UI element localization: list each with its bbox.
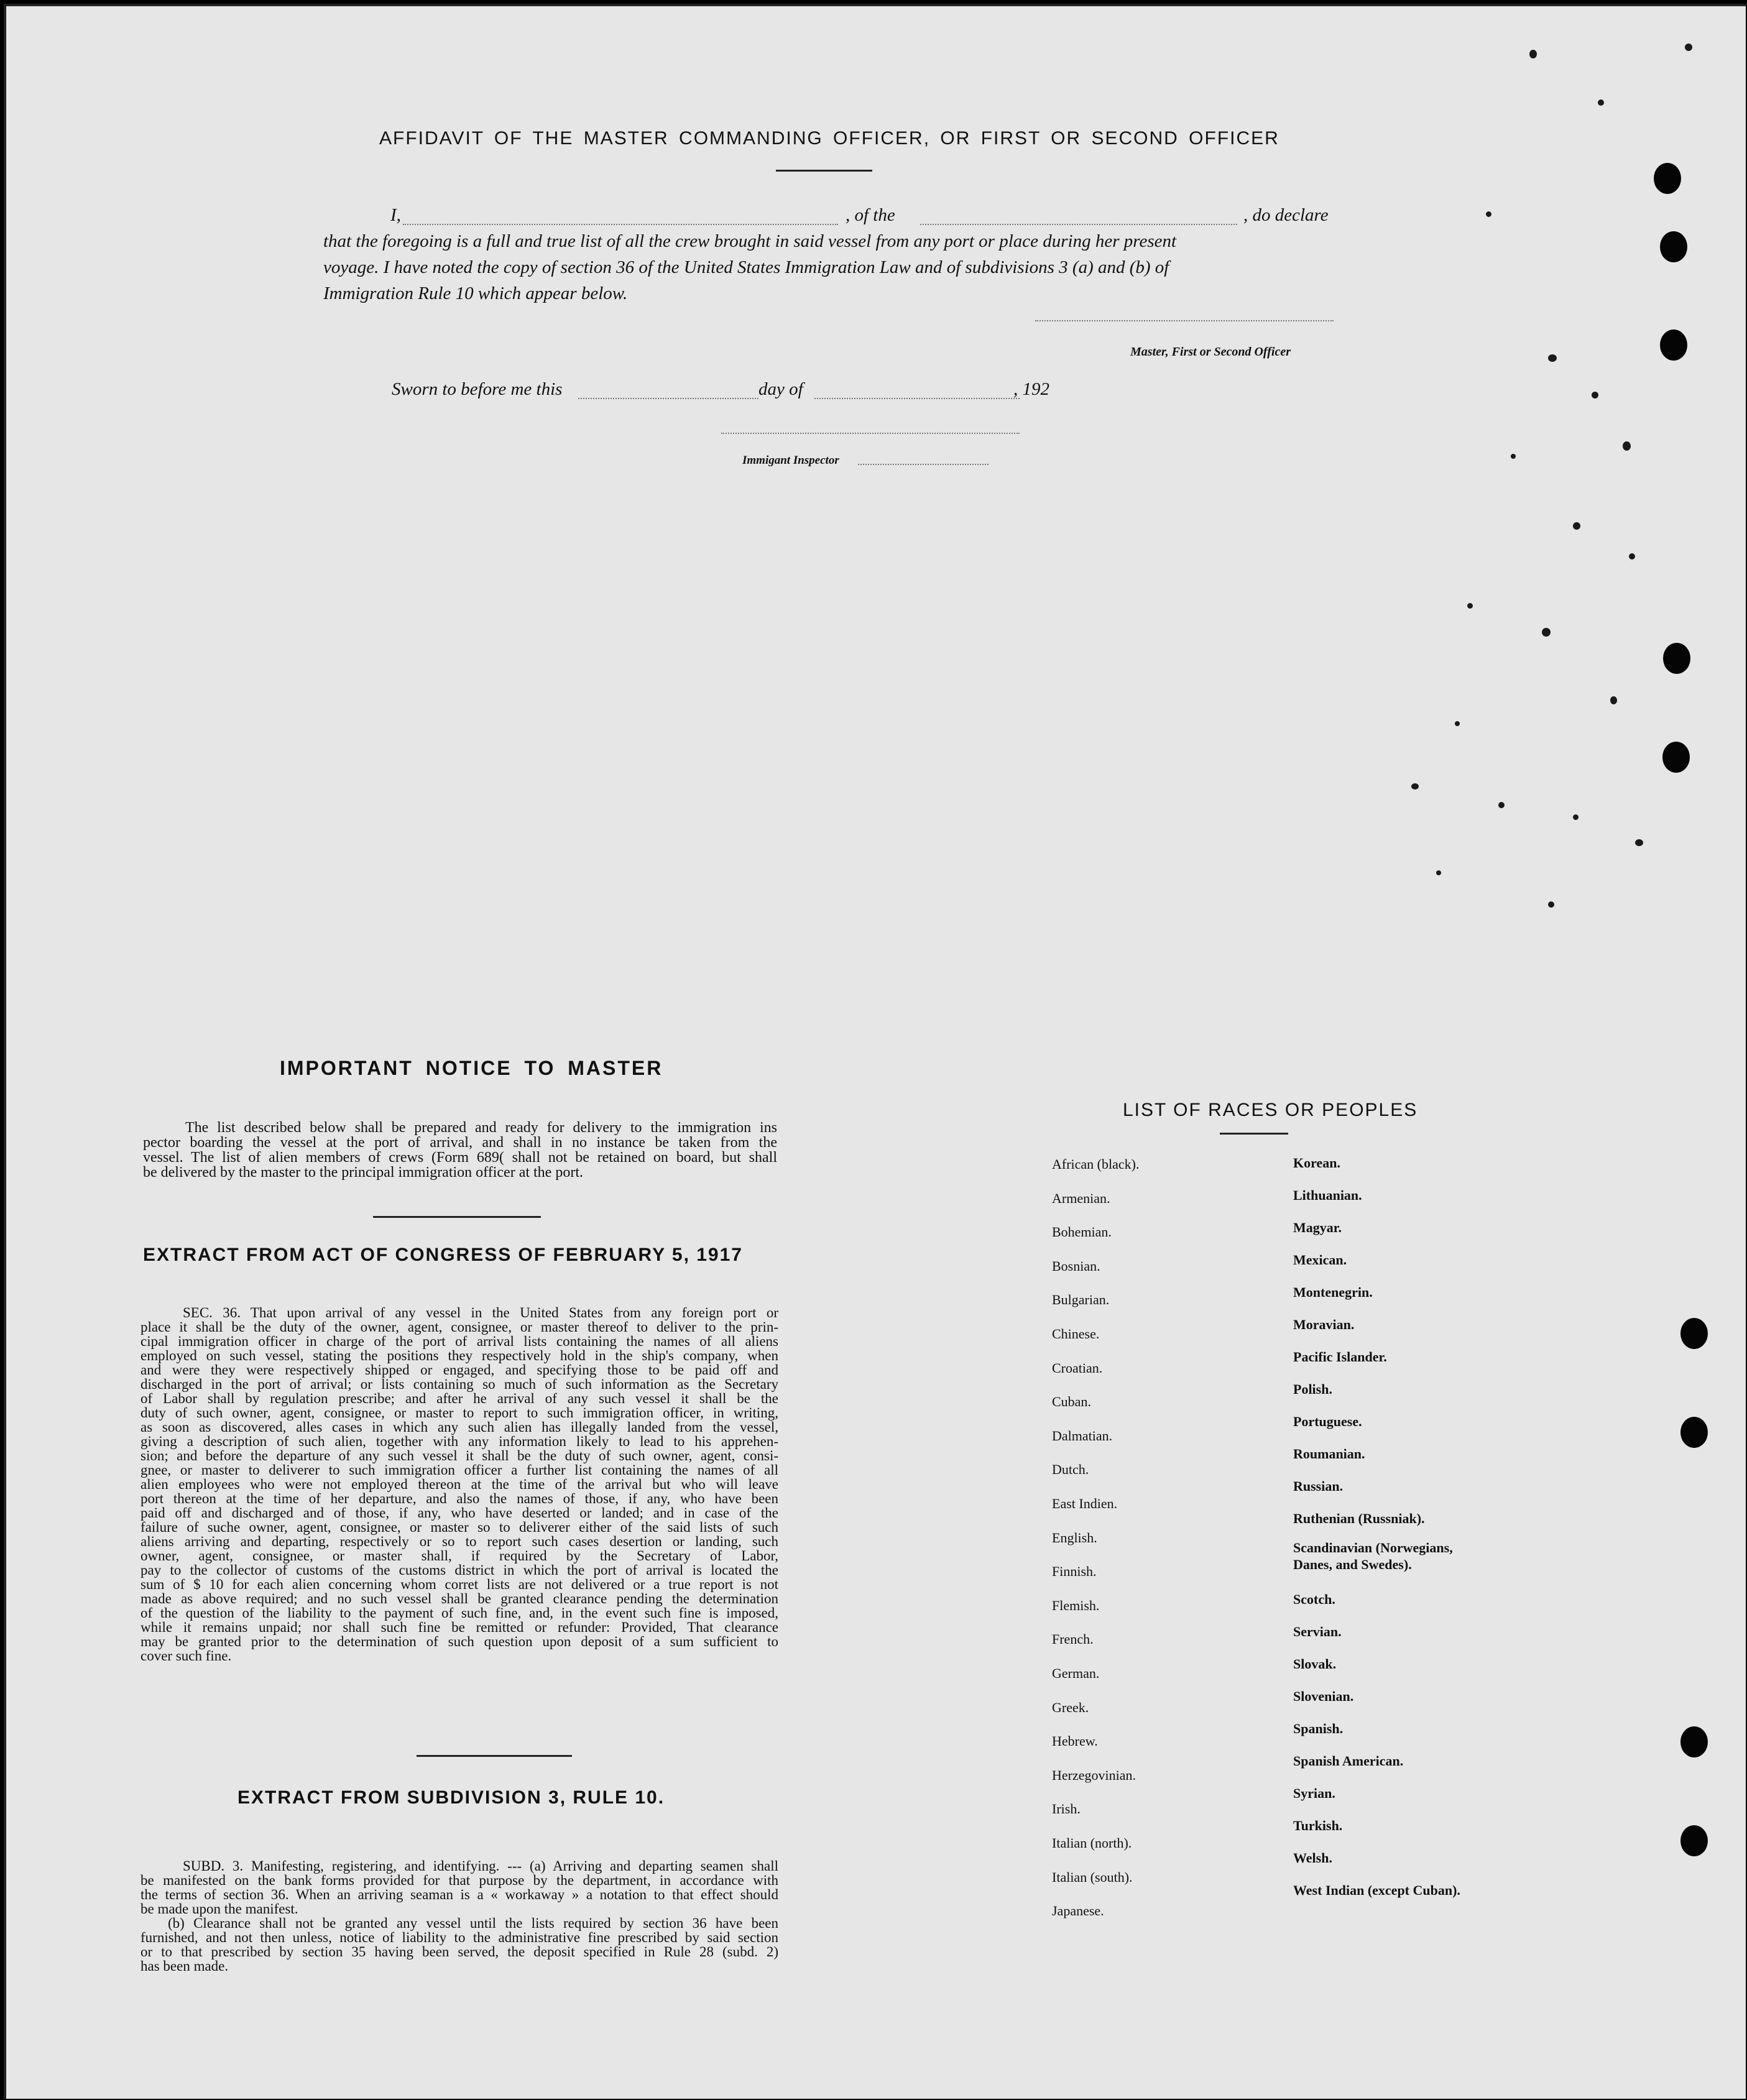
race-item: Magyar. bbox=[1293, 1220, 1342, 1235]
inspector-signature-label: Immigant Inspector bbox=[742, 454, 839, 467]
document-page bbox=[4, 4, 1746, 2099]
text-line: furnished, and not then unless, notice of liability to the administrative fine prescribed by said section bbox=[141, 1930, 778, 1945]
text-line: discharged in the port of arrival; or lists containing so much of such information as the Secretary bbox=[141, 1376, 778, 1392]
vessel-field[interactable] bbox=[920, 224, 1237, 225]
text-line: may be granted prior to the determination of such question upon deposit of a sum sufficient to bbox=[141, 1634, 778, 1649]
race-item: Slovenian. bbox=[1293, 1688, 1354, 1704]
year-text: , 192 bbox=[1013, 379, 1049, 399]
punch-hole bbox=[1654, 163, 1681, 194]
punch-hole bbox=[1663, 643, 1690, 674]
sworn-line bbox=[392, 377, 1076, 402]
text-line: pay to the collector of customs of the customs district in which the port of arrival is located the bbox=[141, 1562, 778, 1578]
race-item: Turkish. bbox=[1293, 1818, 1343, 1833]
race-item: Russian. bbox=[1293, 1478, 1344, 1494]
race-item: Finnish. bbox=[1052, 1563, 1097, 1580]
race-item: French. bbox=[1052, 1631, 1094, 1647]
race-item: Dalmatian. bbox=[1052, 1427, 1113, 1444]
race-item: Syrian. bbox=[1293, 1785, 1335, 1801]
declaration-line-3: voyage. I have noted the copy of section 36 of the United States Immigration Law and of subdivisions 3 (a) and (b) of bbox=[323, 257, 1169, 277]
punch-hole bbox=[1660, 329, 1687, 361]
race-item: Cuban. bbox=[1052, 1394, 1091, 1410]
declaration-text-i: I, bbox=[390, 205, 401, 225]
race-item: Japanese. bbox=[1052, 1903, 1104, 1919]
text-line: giving a description of such alien, together with any information likely to lead to his apprehen- bbox=[141, 1434, 778, 1449]
text-line: SUBD. 3. Manifesting, registering, and identifying. --- (a) Arriving and departing seamen shall bbox=[183, 1858, 778, 1874]
race-item: East Indien. bbox=[1052, 1496, 1118, 1511]
race-item: Croatian. bbox=[1052, 1360, 1103, 1376]
text-line: as soon as discovered, alles cases in which any such alien has illegally landed from the vessel, bbox=[141, 1419, 778, 1435]
title-divider bbox=[1220, 1133, 1288, 1135]
declaration-line-2: that the foregoing is a full and true list of all the crew brought in said vessel from any port or place during her present bbox=[323, 231, 1177, 251]
text-line: cipal immigration officer in charge of the port of arrival lists containing the names of all aliens bbox=[141, 1333, 778, 1349]
act-extract-title: EXTRACT FROM ACT OF CONGRESS OF FEBRUARY 5, 1917 bbox=[143, 1245, 743, 1265]
master-signature-label: Master, First or Second Officer bbox=[1130, 345, 1291, 359]
section-divider bbox=[417, 1755, 572, 1757]
race-item: English. bbox=[1052, 1529, 1097, 1545]
race-item: Spanish American. bbox=[1293, 1753, 1404, 1769]
text-line: failure of suche owner, agent, consignee, or master so to deliverer either of the said lists of such bbox=[141, 1519, 778, 1535]
notice-paragraph bbox=[143, 1120, 777, 1180]
rule-10-paragraph bbox=[141, 1859, 778, 1973]
race-item: Irish. bbox=[1052, 1801, 1081, 1817]
text-line: paid off and discharged and of those, if any, who have deserted or landed; and in case of the bbox=[141, 1505, 778, 1521]
text-line: while it remains unpaid; nor shall such fine be remitted or refunder: Provided, That clearance bbox=[141, 1619, 778, 1635]
text-line: gnee, or master to deliverer to such immigration officer a further list containing the names of all bbox=[141, 1462, 778, 1478]
race-item: Dutch. bbox=[1052, 1462, 1089, 1478]
race-item: Ruthenian (Russniak). bbox=[1293, 1511, 1425, 1526]
text-line: has been made. bbox=[141, 1958, 229, 1974]
text-line: SEC. 36. That upon arrival of any vessel in the United States from any foreign port or bbox=[183, 1305, 778, 1320]
punch-hole bbox=[1680, 1417, 1708, 1448]
race-item: Scotch. bbox=[1293, 1591, 1335, 1607]
affidavit-title: AFFIDAVIT OF THE MASTER COMMANDING OFFICER, OR FIRST OR SECOND OFFICER bbox=[379, 128, 1279, 149]
declaration-line-4: Immigration Rule 10 which appear below. bbox=[323, 283, 628, 303]
text-line: port thereon at the time of her departure, and also the names of those, if any, who have been bbox=[141, 1491, 778, 1506]
sworn-day-field[interactable] bbox=[578, 398, 758, 399]
text-line: the terms of section 36. When an arriving seaman is a « workaway » a notation to that effect should bbox=[141, 1887, 778, 1902]
text-line: of the question of the liability to the payment of such fine, and, in the event such fine is imposed, bbox=[141, 1605, 778, 1621]
text-line: vessel. The list of alien members of crews (Form 689( shall not be retained on board, but shall bbox=[143, 1149, 777, 1166]
races-list-title: LIST OF RACES OR PEOPLES bbox=[1123, 1100, 1418, 1120]
text-line: employed on such vessel, stating the positions they respectively hold in the ship's company, when bbox=[141, 1348, 778, 1363]
race-item: Mexican. bbox=[1293, 1252, 1347, 1268]
race-item: Scandinavian (Norwegians, bbox=[1293, 1540, 1453, 1555]
text-line: be made upon the manifest. bbox=[141, 1901, 298, 1917]
race-item: Greek. bbox=[1052, 1699, 1089, 1715]
text-line: or to that prescribed by section 35 having been served, the deposit specified in Rule 28 (subd. 2) bbox=[141, 1944, 778, 1960]
punch-hole bbox=[1662, 742, 1690, 773]
race-item: Montenegrin. bbox=[1293, 1284, 1373, 1300]
text-line: duty of such owner, agent, consignee, or master to report to such immigration officer, in writing, bbox=[141, 1405, 778, 1421]
text-line: be delivered by the master to the principal immigration officer at the port. bbox=[143, 1164, 583, 1181]
race-item: Italian (north). bbox=[1052, 1835, 1132, 1851]
race-item: Roumanian. bbox=[1293, 1446, 1365, 1462]
punch-hole bbox=[1680, 1726, 1708, 1757]
punch-hole bbox=[1680, 1825, 1708, 1856]
race-item: Lithuanian. bbox=[1293, 1187, 1362, 1203]
text-line: be manifested on the bank forms provided for that purpose by the department, in accordance with bbox=[141, 1872, 778, 1888]
race-item: Slovak. bbox=[1293, 1656, 1337, 1672]
text-line: and were they were respectively shipped or engaged, and specifying those to be paid off and bbox=[141, 1362, 778, 1378]
race-item: Danes, and Swedes). bbox=[1293, 1557, 1412, 1572]
text-line: sion; and before the departure of any such vessel it shall be the duty of such owner, agent, consi- bbox=[141, 1448, 778, 1463]
notice-title: IMPORTANT NOTICE TO MASTER bbox=[280, 1057, 663, 1079]
name-field[interactable] bbox=[403, 224, 838, 225]
declaration-line-1 bbox=[323, 203, 1337, 228]
sworn-month-field[interactable] bbox=[814, 398, 1020, 399]
race-item: Welsh. bbox=[1293, 1850, 1332, 1866]
inspector-name-line[interactable] bbox=[858, 464, 989, 465]
text-line: sum of $ 10 for each alien concerning whom corret lists are not delivered or a true report is not bbox=[141, 1577, 778, 1592]
race-item: Armenian. bbox=[1052, 1190, 1110, 1206]
race-item: Bosnian. bbox=[1052, 1258, 1100, 1274]
race-item: Flemish. bbox=[1052, 1597, 1100, 1613]
race-item: Hebrew. bbox=[1052, 1733, 1098, 1749]
text-line: aliens arriving and departing, respectively or so to report such cases desertion or landing, such bbox=[141, 1534, 778, 1549]
race-item: West Indian (except Cuban). bbox=[1293, 1882, 1460, 1898]
punch-hole bbox=[1680, 1318, 1708, 1349]
race-item: Polish. bbox=[1293, 1381, 1332, 1397]
text-line: (b) Clearance shall not be granted any vessel until the lists required by section 36 have been bbox=[168, 1915, 778, 1931]
race-item: Moravian. bbox=[1293, 1317, 1355, 1332]
sworn-text: Sworn to before me this bbox=[392, 379, 563, 399]
text-line: owner, agent, consignee, or master shall, if required by the Secretary of Labor, bbox=[141, 1548, 778, 1563]
punch-hole bbox=[1660, 231, 1687, 262]
race-item: African (black). bbox=[1052, 1156, 1140, 1172]
section-36-paragraph bbox=[141, 1306, 778, 1663]
text-line: of Labor shall by regulation prescribe; and after he arrival of any such vessel it shall be the bbox=[141, 1391, 778, 1406]
race-item: Portuguese. bbox=[1293, 1414, 1362, 1429]
race-item: Bulgarian. bbox=[1052, 1292, 1110, 1308]
master-signature-line[interactable] bbox=[1035, 320, 1334, 321]
race-item: Korean. bbox=[1293, 1155, 1340, 1171]
race-item: Spanish. bbox=[1293, 1721, 1344, 1736]
declaration-text-do-declare: , do declare bbox=[1243, 205, 1329, 225]
race-item: German. bbox=[1052, 1665, 1100, 1681]
text-line: pector boarding the vessel at the port of arrival, and shall in no instance be taken from the bbox=[143, 1135, 777, 1151]
text-line: place it shall be the duty of the owner, agent, consignee, or master thereof to deliver to the prin- bbox=[141, 1319, 778, 1335]
race-item: Servian. bbox=[1293, 1624, 1342, 1639]
race-item: Pacific Islander. bbox=[1293, 1349, 1387, 1365]
race-item: Italian (south). bbox=[1052, 1869, 1133, 1885]
day-of-text: day of bbox=[758, 379, 803, 399]
text-line: cover such fine. bbox=[141, 1648, 232, 1664]
section-divider bbox=[373, 1216, 541, 1218]
text-line: alien employees who were not employed thereon at the time of the arrival but who will leave bbox=[141, 1476, 778, 1492]
declaration-text-of-the: , of the bbox=[846, 205, 895, 225]
inspector-signature-line[interactable] bbox=[721, 433, 1020, 434]
rule-extract-title: EXTRACT FROM SUBDIVISION 3, RULE 10. bbox=[237, 1787, 665, 1808]
race-item: Bohemian. bbox=[1052, 1224, 1112, 1240]
title-divider bbox=[776, 170, 872, 172]
race-item: Herzegovinian. bbox=[1052, 1767, 1136, 1783]
race-item: Chinese. bbox=[1052, 1326, 1100, 1342]
text-line: made as above required; and no such vessel shall be granted clearance pending the determination bbox=[141, 1591, 778, 1606]
text-line: The list described below shall be prepared and ready for delivery to the immigration ins bbox=[185, 1120, 777, 1136]
